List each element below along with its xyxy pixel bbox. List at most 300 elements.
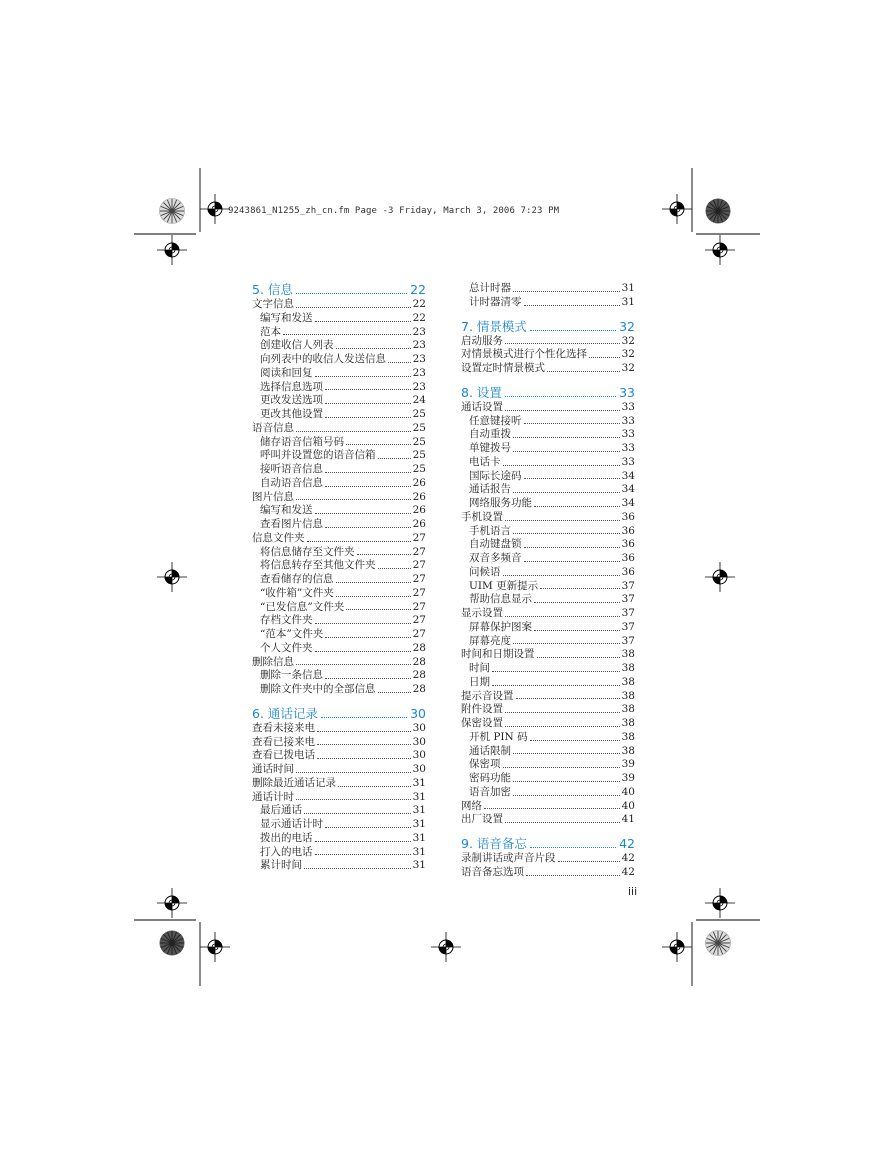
section-page-number: 32 bbox=[619, 318, 635, 334]
entry-page-number: 31 bbox=[412, 790, 426, 803]
toc-subentry[interactable] bbox=[461, 745, 635, 759]
toc-entry[interactable] bbox=[252, 722, 426, 736]
toc-subentry[interactable] bbox=[252, 559, 426, 573]
dot-leader bbox=[315, 623, 411, 624]
entry-page-number: 37 bbox=[621, 579, 635, 592]
entry-title: 更改其他设置 bbox=[260, 408, 323, 420]
entry-title: 通话限制 bbox=[469, 744, 511, 757]
entry-title: 附件设置 bbox=[461, 703, 503, 716]
dot-leader bbox=[505, 712, 620, 713]
entry-page-number: 30 bbox=[412, 735, 426, 748]
entry-page-number: 22 bbox=[412, 298, 426, 310]
entry-title: 接听语音信息 bbox=[260, 463, 323, 475]
entry-title: 提示音设置 bbox=[461, 689, 514, 702]
dot-leader bbox=[524, 478, 620, 479]
entry-page-number: 38 bbox=[621, 730, 635, 743]
file-slug: 9243861_N1255_zh_cn.fm Page -3 Friday, March 3, 2006 7:23 PM bbox=[228, 206, 560, 216]
toc-subentry[interactable] bbox=[461, 580, 635, 594]
entry-page-number: 38 bbox=[621, 703, 635, 716]
entry-page-number: 25 bbox=[412, 463, 426, 475]
dot-leader bbox=[296, 307, 411, 308]
toc-subentry[interactable] bbox=[461, 296, 635, 310]
entry-page-number: 38 bbox=[621, 662, 635, 674]
entry-title: 手机设置 bbox=[461, 510, 503, 523]
entry-page-number: 38 bbox=[621, 717, 635, 729]
toc-entry[interactable] bbox=[461, 401, 635, 415]
entry-title: 图片信息 bbox=[252, 490, 294, 503]
toc-entry[interactable] bbox=[252, 749, 426, 763]
entry-page-number: 34 bbox=[621, 497, 635, 509]
entry-page-number: 36 bbox=[621, 510, 635, 523]
dot-leader bbox=[325, 637, 410, 638]
registration-mark-icon bbox=[705, 888, 735, 918]
entry-page-number: 26 bbox=[412, 518, 426, 530]
dot-leader bbox=[388, 362, 411, 363]
toc-entry[interactable] bbox=[461, 511, 635, 525]
toc-subentry[interactable] bbox=[461, 470, 635, 484]
registration-mark-icon bbox=[157, 562, 187, 592]
section-page-number: 42 bbox=[619, 836, 635, 851]
toc-subentry[interactable] bbox=[252, 518, 426, 532]
dot-leader bbox=[304, 868, 411, 869]
section-title: 5. 信息 bbox=[252, 282, 293, 297]
entry-page-number: 42 bbox=[621, 865, 635, 878]
toc-entry[interactable] bbox=[461, 813, 635, 827]
entry-title: 显示通话计时 bbox=[260, 818, 323, 830]
toc-subentry[interactable] bbox=[252, 504, 426, 518]
entry-page-number: 30 bbox=[412, 721, 426, 734]
entry-page-number: 26 bbox=[412, 504, 426, 517]
toc-entry[interactable] bbox=[461, 717, 635, 731]
entry-page-number: 28 bbox=[412, 641, 426, 654]
dot-leader bbox=[505, 822, 620, 823]
toc-entry[interactable] bbox=[252, 532, 426, 546]
toc-entry[interactable] bbox=[461, 607, 635, 621]
entry-page-number: 33 bbox=[621, 400, 635, 413]
toc-subentry[interactable] bbox=[461, 662, 635, 676]
entry-title: 自动键盘锁 bbox=[469, 538, 522, 551]
toc-subentry[interactable] bbox=[252, 573, 426, 587]
dot-leader bbox=[505, 410, 620, 411]
entry-page-number: 33 bbox=[621, 428, 635, 441]
toc-entry[interactable] bbox=[461, 800, 635, 814]
toc-subentry[interactable] bbox=[252, 463, 426, 477]
toc-entry[interactable] bbox=[461, 703, 635, 717]
toc-subentry[interactable] bbox=[252, 642, 426, 656]
dot-leader bbox=[503, 575, 620, 576]
toc-entry[interactable] bbox=[461, 362, 635, 376]
toc-subentry[interactable] bbox=[252, 312, 426, 326]
toc-subentry[interactable] bbox=[461, 497, 635, 511]
entry-title: 密码功能 bbox=[469, 772, 511, 784]
toc-subentry[interactable] bbox=[461, 552, 635, 566]
entry-page-number: 22 bbox=[412, 311, 426, 324]
registration-mark-icon bbox=[200, 194, 230, 224]
dot-leader bbox=[589, 357, 620, 358]
entry-title: 电话卡 bbox=[469, 455, 501, 468]
entry-page-number: 31 bbox=[412, 804, 426, 817]
toc-subentry[interactable] bbox=[252, 449, 426, 463]
entry-page-number: 31 bbox=[412, 831, 426, 844]
entry-title: 删除一条信息 bbox=[260, 669, 323, 682]
toc-subentry[interactable] bbox=[461, 621, 635, 635]
toc-entry[interactable] bbox=[461, 648, 635, 662]
entry-title: 选择信息选项 bbox=[260, 380, 323, 393]
dot-leader bbox=[505, 396, 616, 397]
entry-page-number: 37 bbox=[621, 593, 635, 606]
section-gap bbox=[252, 697, 426, 706]
entry-page-number: 27 bbox=[412, 545, 426, 558]
entry-title: 编写和发送 bbox=[260, 504, 313, 517]
entry-title: 单键拨号 bbox=[469, 442, 511, 454]
entry-title: 将信息储存至文件夹 bbox=[260, 545, 355, 558]
dot-leader bbox=[325, 417, 411, 418]
entry-title: 开机 PIN 码 bbox=[469, 730, 528, 743]
entry-page-number: 23 bbox=[412, 353, 426, 365]
entry-page-number: 23 bbox=[412, 380, 426, 393]
entry-title: 网络服务功能 bbox=[469, 497, 532, 509]
toc-entry[interactable] bbox=[461, 852, 635, 866]
entry-title: 通话计时 bbox=[252, 790, 294, 803]
entry-page-number: 42 bbox=[621, 852, 635, 864]
toc-subentry[interactable] bbox=[461, 731, 635, 745]
dot-leader bbox=[513, 451, 620, 452]
entry-title: 存档文件夹 bbox=[260, 614, 313, 627]
toc-subentry[interactable] bbox=[461, 772, 635, 786]
dot-leader bbox=[283, 334, 411, 335]
entry-title: 录制讲话或声音片段 bbox=[461, 852, 556, 864]
toc-entry[interactable] bbox=[252, 777, 426, 791]
toc-entry[interactable] bbox=[252, 736, 426, 750]
dot-leader bbox=[325, 389, 411, 390]
entry-page-number: 36 bbox=[621, 552, 635, 564]
entry-page-number: 30 bbox=[412, 763, 426, 775]
dot-leader bbox=[513, 291, 620, 292]
entry-title: 打入的电话 bbox=[260, 845, 313, 858]
dot-leader bbox=[513, 643, 620, 644]
entry-page-number: 39 bbox=[621, 772, 635, 784]
dot-leader bbox=[325, 486, 411, 487]
dot-leader bbox=[503, 465, 620, 466]
dot-leader bbox=[296, 293, 407, 294]
dot-leader bbox=[524, 423, 620, 424]
entry-page-number: 37 bbox=[621, 620, 635, 633]
dot-leader bbox=[307, 541, 411, 542]
entry-page-number: 41 bbox=[621, 813, 635, 826]
registration-mark-icon bbox=[662, 932, 692, 962]
entry-title: 储存语音信箱号码 bbox=[260, 435, 344, 448]
entry-page-number: 32 bbox=[621, 334, 635, 347]
toc-subentry[interactable] bbox=[461, 635, 635, 649]
toc-entry[interactable] bbox=[252, 656, 426, 670]
dot-leader bbox=[336, 582, 411, 583]
dot-leader bbox=[513, 437, 620, 438]
entry-page-number: 32 bbox=[621, 348, 635, 361]
entry-page-number: 31 bbox=[412, 818, 426, 830]
toc-subentry[interactable] bbox=[461, 428, 635, 442]
dot-leader bbox=[513, 492, 620, 493]
dot-leader bbox=[325, 827, 411, 828]
dot-leader bbox=[317, 758, 411, 759]
toc-subentry[interactable] bbox=[252, 381, 426, 395]
toc-subentry[interactable] bbox=[252, 339, 426, 353]
toc-subentry[interactable] bbox=[461, 282, 635, 296]
dot-leader bbox=[534, 602, 620, 603]
dot-leader bbox=[484, 808, 620, 809]
entry-page-number: 40 bbox=[621, 799, 635, 812]
toc-subentry[interactable] bbox=[252, 367, 426, 381]
entry-page-number: 33 bbox=[621, 414, 635, 427]
toc-subentry[interactable] bbox=[461, 786, 635, 800]
entry-title: 语音加密 bbox=[469, 785, 511, 798]
dot-leader bbox=[524, 547, 620, 548]
toc-entry[interactable] bbox=[461, 690, 635, 704]
toc-right-column bbox=[461, 282, 635, 880]
entry-title: 日期 bbox=[469, 675, 490, 688]
dot-leader bbox=[505, 343, 620, 344]
entry-page-number: 26 bbox=[412, 476, 426, 489]
dot-leader bbox=[540, 588, 620, 589]
toc-subentry[interactable] bbox=[252, 628, 426, 642]
toc-subentry[interactable] bbox=[252, 436, 426, 450]
entry-page-number: 27 bbox=[412, 614, 426, 627]
entry-page-number: 36 bbox=[621, 565, 635, 578]
dot-leader bbox=[296, 664, 411, 665]
entry-page-number: 27 bbox=[412, 586, 426, 599]
toc-entry[interactable] bbox=[252, 298, 426, 312]
entry-page-number: 31 bbox=[412, 845, 426, 858]
dot-leader bbox=[378, 692, 411, 693]
entry-page-number: 38 bbox=[621, 689, 635, 702]
toc-subentry[interactable] bbox=[252, 477, 426, 491]
toc-subentry[interactable] bbox=[461, 456, 635, 470]
entry-page-number: 31 bbox=[621, 282, 635, 294]
toc-subentry[interactable] bbox=[252, 408, 426, 422]
entry-title: 网络 bbox=[461, 799, 482, 812]
toc-subentry[interactable] bbox=[461, 525, 635, 539]
entry-page-number: 28 bbox=[412, 683, 426, 695]
entry-page-number: 37 bbox=[621, 634, 635, 647]
toc-subentry[interactable] bbox=[252, 818, 426, 832]
entry-page-number: 34 bbox=[621, 483, 635, 496]
toc-entry[interactable] bbox=[252, 422, 426, 436]
entry-title: 计时器清零 bbox=[469, 295, 522, 308]
entry-title: 个人文件夹 bbox=[260, 641, 313, 654]
dot-leader bbox=[315, 841, 411, 842]
entry-title: 语音备忘选项 bbox=[461, 865, 524, 878]
entry-page-number: 25 bbox=[412, 449, 426, 462]
toc-subentry[interactable] bbox=[252, 669, 426, 683]
dot-leader bbox=[530, 330, 616, 331]
registration-mark-icon bbox=[157, 888, 187, 918]
toc-subentry[interactable] bbox=[252, 601, 426, 615]
entry-page-number: 31 bbox=[412, 776, 426, 789]
entry-page-number: 40 bbox=[621, 785, 635, 798]
page-number: iii bbox=[628, 885, 638, 898]
entry-title: 问候语 bbox=[469, 565, 501, 578]
dot-leader bbox=[378, 568, 411, 569]
entry-page-number: 31 bbox=[621, 295, 635, 308]
entry-title: 更改发送选项 bbox=[260, 394, 323, 407]
color-wheel-icon bbox=[160, 931, 185, 956]
toc-entry[interactable] bbox=[461, 866, 635, 880]
entry-title: 保密项 bbox=[469, 758, 501, 771]
entry-title: 自动语音信息 bbox=[260, 476, 323, 489]
toc-subentry[interactable] bbox=[252, 353, 426, 367]
dot-leader bbox=[357, 554, 411, 555]
toc-subentry[interactable] bbox=[252, 832, 426, 846]
toc-section-heading[interactable] bbox=[252, 706, 426, 722]
toc-section-heading[interactable] bbox=[461, 319, 635, 335]
entry-page-number: 36 bbox=[621, 524, 635, 537]
dot-leader bbox=[325, 403, 411, 404]
toc-subentry[interactable] bbox=[252, 587, 426, 601]
entry-title: 语音信息 bbox=[252, 421, 294, 434]
toc-section-heading[interactable] bbox=[461, 385, 635, 401]
entry-page-number: 38 bbox=[621, 648, 635, 661]
dot-leader bbox=[325, 678, 411, 679]
dot-leader bbox=[336, 596, 411, 597]
dot-leader bbox=[530, 740, 620, 741]
entry-title: 创建收信人列表 bbox=[260, 339, 334, 352]
dot-leader bbox=[530, 847, 616, 848]
toc-subentry[interactable] bbox=[461, 442, 635, 456]
entry-title: 显示设置 bbox=[461, 607, 503, 619]
dot-leader bbox=[537, 657, 620, 658]
entry-page-number: 37 bbox=[621, 607, 635, 619]
entry-title: 编写和发送 bbox=[260, 311, 313, 324]
entry-page-number: 27 bbox=[412, 531, 426, 544]
dot-leader bbox=[315, 321, 411, 322]
registration-mark-icon bbox=[431, 932, 461, 962]
entry-page-number: 32 bbox=[621, 362, 635, 374]
entry-title: 将信息转存至其他文件夹 bbox=[260, 559, 376, 572]
entry-page-number: 25 bbox=[412, 435, 426, 448]
dot-leader bbox=[296, 499, 411, 500]
entry-page-number: 34 bbox=[621, 469, 635, 482]
entry-page-number: 23 bbox=[412, 366, 426, 379]
dot-leader bbox=[492, 671, 620, 672]
entry-title: 总计时器 bbox=[469, 282, 511, 294]
entry-title: 删除信息 bbox=[252, 655, 294, 668]
toc-subentry[interactable] bbox=[461, 538, 635, 552]
entry-page-number: 24 bbox=[412, 394, 426, 407]
entry-title: 查看储存的信息 bbox=[260, 573, 334, 585]
entry-page-number: 31 bbox=[412, 859, 426, 872]
dot-leader bbox=[346, 444, 411, 445]
entry-title: 呼叫并设置您的语音信箱 bbox=[260, 449, 376, 462]
entry-title: 通话设置 bbox=[461, 400, 503, 413]
registration-mark-icon bbox=[200, 932, 230, 962]
dot-leader bbox=[338, 786, 411, 787]
dot-leader bbox=[315, 651, 411, 652]
toc-subentry[interactable] bbox=[461, 483, 635, 497]
registration-mark-icon bbox=[662, 194, 692, 224]
entry-title: 国际长途码 bbox=[469, 469, 522, 482]
entry-title: 删除文件夹中的全部信息 bbox=[260, 683, 376, 695]
entry-title: 保密设置 bbox=[461, 717, 503, 729]
entry-title: 时间和日期设置 bbox=[461, 648, 535, 661]
toc-subentry[interactable] bbox=[252, 394, 426, 408]
toc-subentry[interactable] bbox=[252, 683, 426, 697]
dot-leader bbox=[513, 533, 620, 534]
entry-page-number: 38 bbox=[621, 744, 635, 757]
toc-subentry[interactable] bbox=[252, 859, 426, 873]
dot-leader bbox=[315, 854, 411, 855]
entry-title: 屏幕亮度 bbox=[469, 634, 511, 647]
registration-mark-icon bbox=[705, 562, 735, 592]
toc-section-heading[interactable] bbox=[252, 282, 426, 298]
entry-title: 屏幕保护图案 bbox=[469, 620, 532, 633]
entry-page-number: 38 bbox=[621, 675, 635, 688]
toc-section-heading[interactable] bbox=[461, 836, 635, 852]
entry-title: 信息文件夹 bbox=[252, 531, 305, 544]
entry-page-number: 33 bbox=[621, 455, 635, 468]
entry-page-number: 28 bbox=[412, 669, 426, 682]
dot-leader bbox=[513, 795, 620, 796]
toc-subentry[interactable] bbox=[461, 676, 635, 690]
color-wheel-icon bbox=[706, 199, 731, 224]
entry-title: UIM 更新提示 bbox=[469, 579, 539, 592]
entry-page-number: 27 bbox=[412, 573, 426, 585]
section-gap bbox=[461, 827, 635, 836]
entry-page-number: 39 bbox=[621, 758, 635, 771]
section-gap bbox=[461, 310, 635, 319]
toc-subentry[interactable] bbox=[461, 415, 635, 429]
dot-leader bbox=[317, 744, 411, 745]
entry-page-number: 27 bbox=[412, 559, 426, 572]
dot-leader bbox=[505, 520, 620, 521]
toc-entry[interactable] bbox=[461, 335, 635, 349]
entry-title: 对情景模式进行个性化选择 bbox=[461, 348, 587, 361]
entry-title: 文字信息 bbox=[252, 298, 294, 310]
dot-leader bbox=[513, 753, 620, 754]
toc-entry[interactable] bbox=[461, 348, 635, 362]
toc-left-column bbox=[252, 282, 426, 873]
entry-title: “范本”文件夹 bbox=[260, 628, 324, 640]
toc-subentry[interactable] bbox=[461, 566, 635, 580]
dot-leader bbox=[534, 630, 620, 631]
section-title: 7. 情景模式 bbox=[461, 318, 527, 334]
entry-page-number: 25 bbox=[412, 421, 426, 434]
section-gap bbox=[461, 376, 635, 385]
toc-subentry[interactable] bbox=[252, 804, 426, 818]
toc-subentry[interactable] bbox=[252, 326, 426, 340]
dot-leader bbox=[524, 305, 620, 306]
dot-leader bbox=[526, 875, 620, 876]
toc-subentry[interactable] bbox=[461, 758, 635, 772]
registration-mark-icon bbox=[705, 235, 735, 265]
toc-subentry[interactable] bbox=[461, 593, 635, 607]
dot-leader bbox=[296, 799, 411, 800]
toc-subentry[interactable] bbox=[252, 846, 426, 860]
entry-title: 查看已拨电话 bbox=[252, 749, 315, 762]
toc-entry[interactable] bbox=[252, 791, 426, 805]
section-title: 8. 设置 bbox=[461, 384, 502, 400]
toc-subentry[interactable] bbox=[252, 546, 426, 560]
dot-leader bbox=[503, 767, 620, 768]
dot-leader bbox=[558, 861, 620, 862]
entry-page-number: 28 bbox=[412, 655, 426, 668]
dot-leader bbox=[296, 431, 411, 432]
section-title: 9. 语音备忘 bbox=[461, 836, 527, 851]
entry-title: 查看已接来电 bbox=[252, 735, 315, 748]
toc-subentry[interactable] bbox=[252, 614, 426, 628]
toc-entry[interactable] bbox=[252, 763, 426, 777]
toc-entry[interactable] bbox=[252, 491, 426, 505]
entry-title: 启动服务 bbox=[461, 334, 503, 347]
entry-title: 帮助信息显示 bbox=[469, 593, 532, 606]
